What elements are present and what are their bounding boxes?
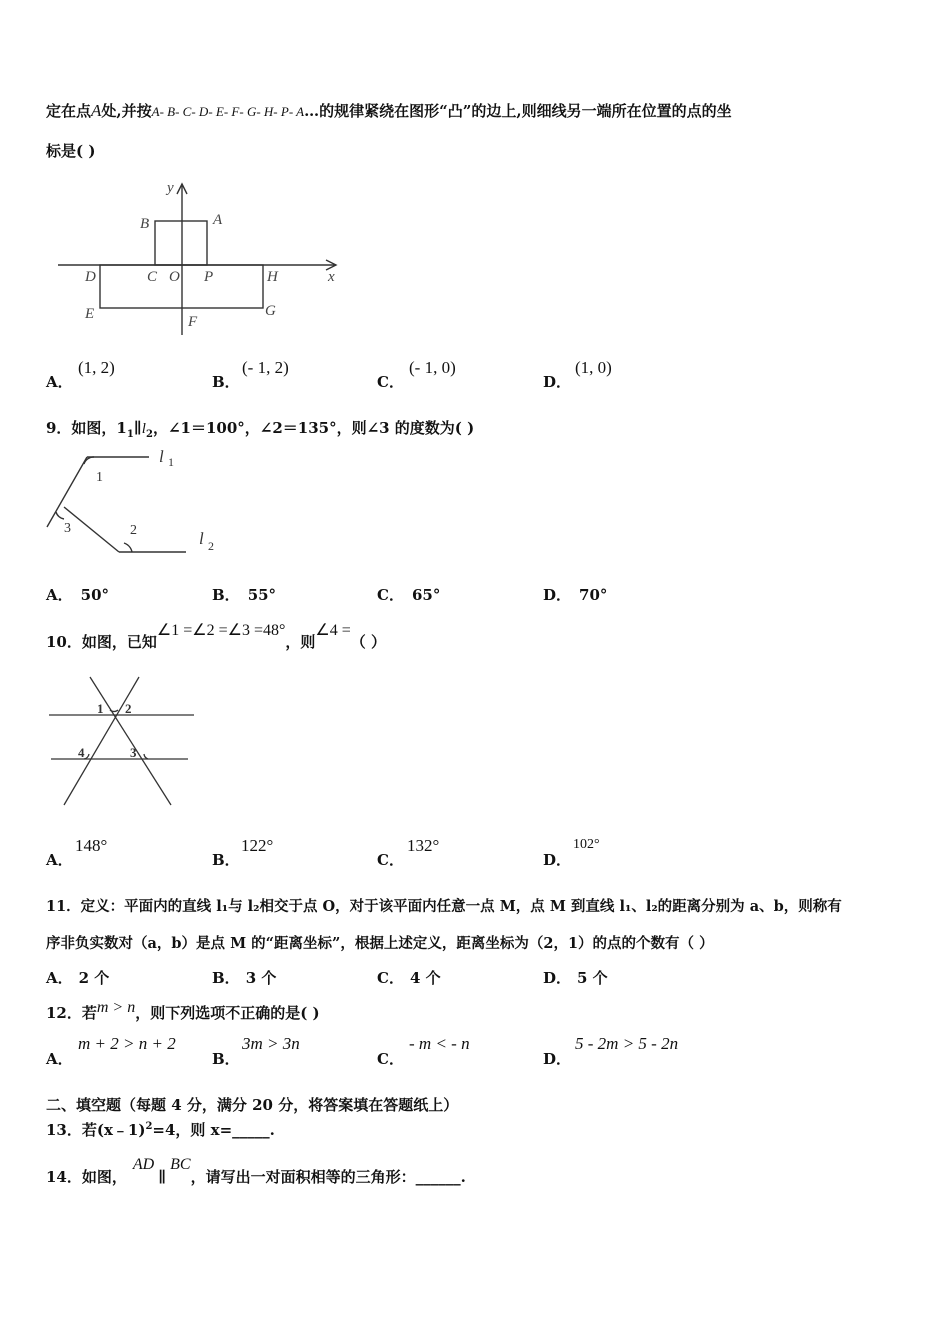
arc-1 [110,710,118,712]
q10-math: ∠4 = [315,622,351,639]
label-angle-3: 3 [130,745,137,760]
q8-option-d-value: (1, 0) [575,358,612,377]
label-F: F [188,314,198,330]
label-O: O [169,269,180,285]
arc-4 [84,754,89,759]
label-D: D [85,269,96,285]
label-angle-2: 2 [130,523,137,538]
q11-stem-line2: 序非负实数对（a，b）是点 M 的“距离坐标”，根据上述定义，距离坐标为（2，1）的点的个数有（ ） [46,935,714,952]
q11-option-b-letter: B． [212,969,240,987]
q13-text: 13．若(x﹣1) [46,1121,146,1139]
q12-option-d-value: 5 - 2m > 5 - 2n [575,1034,679,1053]
label-angle-4: 4 [78,745,85,760]
label-l1-sub: 1 [168,455,174,469]
q9-sub: 2 [145,429,153,440]
q8-text: 定在点 [46,102,92,120]
q9-parallel: ∥ [133,419,142,437]
q13-text: =4，则 x=_____. [152,1121,275,1139]
q9-option-c[interactable] [377,584,440,605]
q9-option-d[interactable] [543,584,607,605]
q8-text: 处,并按 [101,102,152,120]
label-B: B [140,216,150,232]
q10-option-d[interactable]: D． [543,851,572,869]
label-H: H [267,269,278,285]
q11-option-c-value: 4 个 [409,969,441,987]
q10-text: ，则 [285,633,316,651]
q11-option-c[interactable] [377,967,441,988]
q12-text: 12．若 [46,1004,97,1022]
q8-figure [58,178,348,338]
q8-option-a-value: (1, 2) [78,358,115,377]
q10-option-c-value: 132° [407,836,440,855]
q11-option-a[interactable] [46,967,109,988]
label-l1: l [159,447,164,466]
arc-2 [124,543,132,552]
q9-l2: l [141,421,146,437]
q8-option-d[interactable]: D． [543,373,572,391]
q14-math-bc: BC [170,1156,191,1173]
label-angle-2: 2 [125,701,132,716]
q8-option-c-value: (- 1, 0) [409,358,456,377]
label-C: C [147,269,158,285]
q11-option-a-value: 2 个 [78,969,110,987]
q13-superscript: 2 [145,1121,153,1132]
q14-text: ，请写出一对面积相等的三角形：______. [190,1168,466,1186]
q14-math-ad: AD [132,1156,155,1173]
q8-option-c[interactable]: C． [377,373,404,391]
q9-option-c-letter: C． [377,586,404,604]
label-A: A [213,212,223,228]
q9-sub: 1 [126,429,134,440]
q8-option-a[interactable]: A． [46,373,73,391]
label-angle-1: 1 [96,470,103,485]
q14-text: 14．如图， [46,1168,127,1186]
q10-option-b[interactable]: B． [212,851,240,869]
q9-option-a[interactable] [46,584,109,605]
q9-option-d-letter: D． [543,586,572,604]
top-rect [155,221,207,265]
q12-option-b[interactable]: B． [212,1050,240,1068]
q11-option-d-value: 5 个 [577,969,608,987]
q9-option-d-value: 70° [579,586,608,604]
q10-text: （ ） [350,633,386,651]
q9-option-b[interactable] [212,584,276,605]
q14-parallel: ∥ [158,1168,167,1186]
q9-option-c-value: 65° [411,586,441,604]
q9-text: ，∠1＝100°，∠2＝135°，则∠3 的度数为( ) [152,419,475,437]
transversal-upper [47,457,87,527]
q13-stem [46,1119,275,1140]
arc-3 [56,512,64,519]
q11-option-c-letter: C． [377,969,404,987]
label-angle-3: 3 [64,521,71,536]
q10-option-a-value: 148° [75,836,108,855]
q11-stem-line1: 11．定义：平面内的直线 l₁与 l₂相交于点 O，对于该平面内任意一点 M，点 M 到直线 l₁、l₂的距离分别为 a、b，则称有 [46,898,842,915]
q12-text: ，则下列选项不正确的是( ) [135,1004,320,1022]
q10-option-d-value: 102° [573,837,600,852]
q8-stem-line2: 标是( ) [46,142,96,160]
q12-option-a-value: m + 2 > n + 2 [78,1034,176,1053]
q14-stem [46,1156,466,1187]
q8-point: A [91,101,102,120]
q8-option-b[interactable]: B． [212,373,240,391]
q12-option-d[interactable]: D． [543,1050,572,1068]
label-x: x [328,269,335,285]
q11-option-b[interactable] [212,967,276,988]
label-angle-1: 1 [97,701,104,716]
q9-option-a-value: 50° [80,586,110,604]
q8-sequence: A- B- C- D- E- F- G- H- P- A [151,104,305,119]
q11-option-d-letter: D． [543,969,572,987]
label-l2-sub: 2 [208,539,214,553]
q8-option-b-value: (- 1, 2) [242,358,289,377]
arc-1 [84,457,94,464]
q12-option-c[interactable]: C． [377,1050,404,1068]
label-y: y [167,180,174,196]
q10-option-b-value: 122° [241,836,274,855]
q10-option-c[interactable]: C． [377,851,404,869]
q10-option-a[interactable]: A． [46,851,73,869]
q9-text: 9．如图，1 [46,419,127,437]
q10-stem [46,622,386,652]
q12-option-b-value: 3m > 3n [242,1034,300,1053]
q12-stem [46,999,320,1023]
q9-option-b-letter: B． [212,586,240,604]
label-G: G [265,303,276,319]
label-l2: l [199,529,204,548]
q12-option-a[interactable]: A． [46,1050,73,1068]
q10-text: 10．如图，已知 [46,633,157,651]
q11-option-b-value: 3 个 [245,969,277,987]
q9-figure [44,444,234,559]
arc-3 [144,754,148,759]
q11-option-a-letter: A． [46,969,73,987]
q9-stem [46,417,474,440]
q11-option-d[interactable] [543,967,608,988]
q10-math: ∠1 =∠2 =∠3 =48° [156,622,286,639]
q9-option-a-letter: A． [46,586,73,604]
q8-stem-line1 [46,100,732,121]
transversal-lower [64,507,119,552]
q12-math: m > n [96,999,136,1016]
label-P: P [204,269,214,285]
label-E: E [85,306,95,322]
section2-title: 二、填空题（每题 4 分，满分 20 分，将答案填在答题纸上） [46,1096,459,1114]
q10-figure [46,672,198,810]
q8-text: …的规律紧绕在图形“凸”的边上,则细线另一端所在位置的点的坐 [304,102,732,120]
q12-option-c-value: - m < - n [409,1034,470,1053]
q9-option-b-value: 55° [247,586,277,604]
